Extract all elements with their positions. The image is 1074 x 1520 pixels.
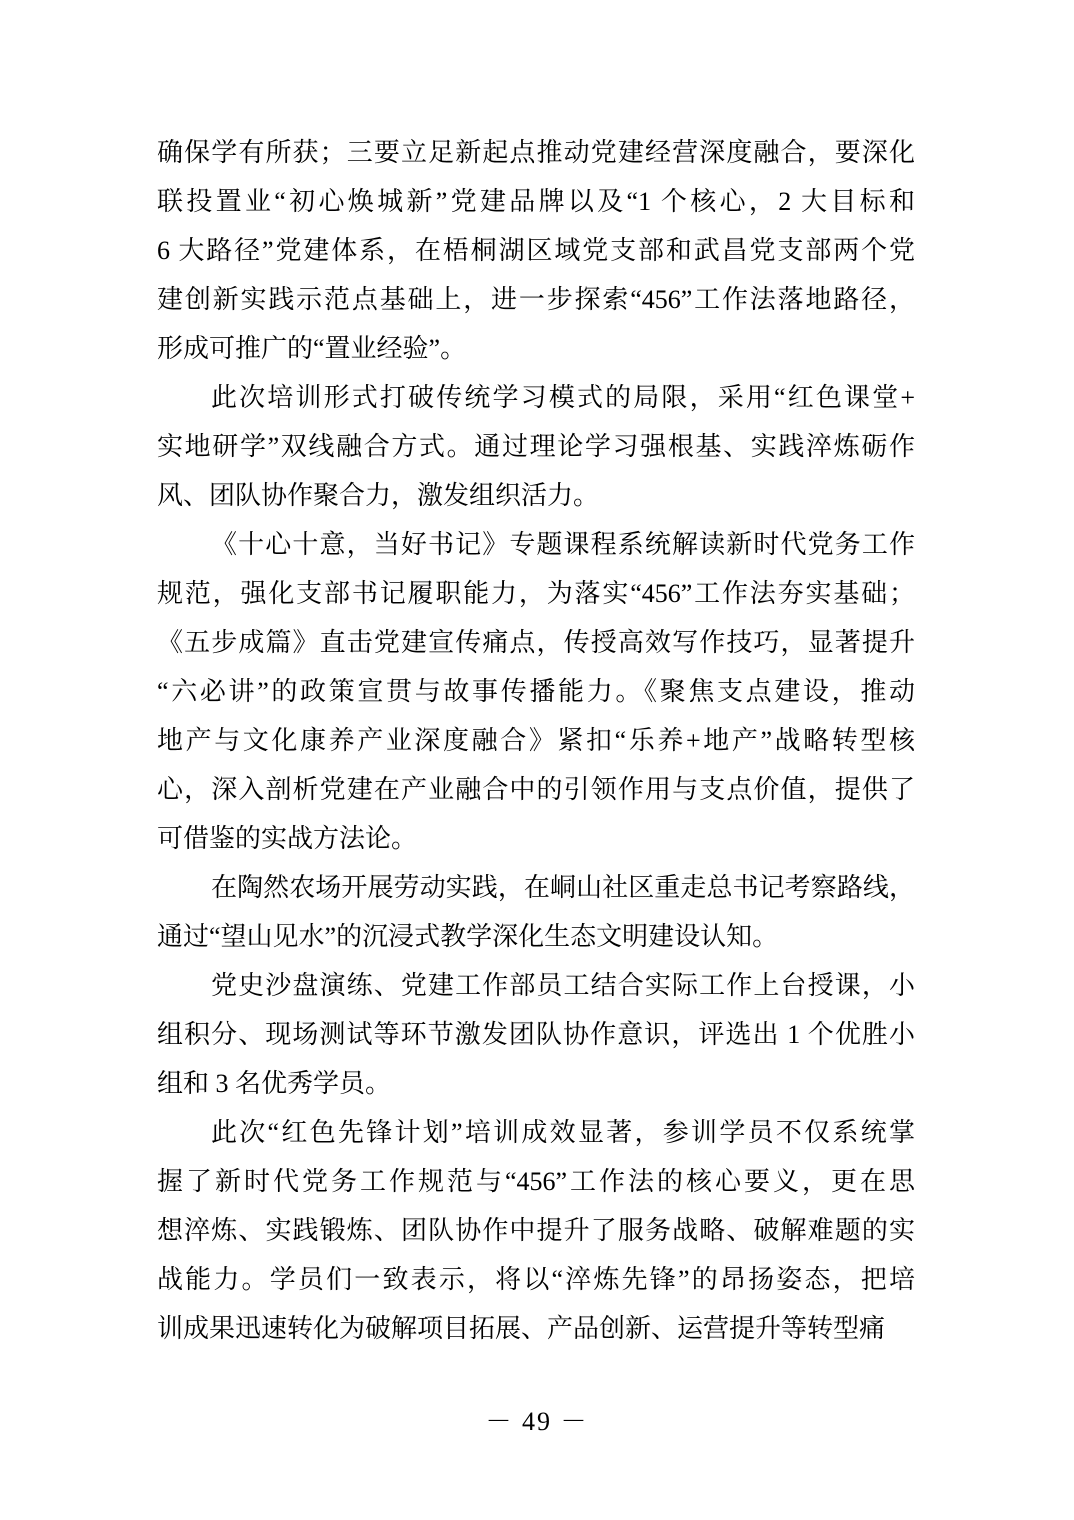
paragraph: [157, 863, 915, 961]
text-line: “六必讲”的政策宣贯与故事传播能力。《聚焦支点建设，推动: [157, 677, 915, 706]
document-body: [157, 128, 915, 1353]
text-line: 握了新时代党务工作规范与“456”工作法的核心要义，更在思: [157, 1167, 915, 1196]
text-line: 建创新实践示范点基础上，进一步探索“456”工作法落地路径，: [157, 285, 915, 314]
text-line: 此次培训形式打破传统学习模式的局限，采用“红色课堂+: [211, 383, 915, 412]
text-line: 6 大路径”党建体系，在梧桐湖区域党支部和武昌党支部两个党: [157, 236, 915, 265]
text-line: 心，深入剖析党建在产业融合中的引领作用与支点价值，提供了: [157, 775, 915, 804]
text-line: 战能力。学员们一致表示，将以“淬炼先锋”的昂扬姿态，把培: [157, 1265, 915, 1294]
text-line: 在陶然农场开展劳动实践，在峒山社区重走总书记考察路线，: [211, 873, 915, 902]
page-number: － 49 －: [485, 1407, 589, 1436]
text-line: 组和 3 名优秀学员。: [157, 1069, 392, 1098]
paragraph: [157, 961, 915, 1108]
text-line: 《十心十意，当好书记》专题课程系统解读新时代党务工作: [211, 530, 915, 559]
text-line: 联投置业“初心焕城新”党建品牌以及“1 个核心，2 大目标和: [157, 187, 915, 216]
paragraph: [157, 373, 915, 520]
page-footer: [0, 1402, 1074, 1442]
text-line: 规范，强化支部书记履职能力，为落实“456”工作法夯实基础；: [157, 579, 915, 608]
text-line: 确保学有所获；三要立足新起点推动党建经营深度融合，要深化: [157, 138, 915, 167]
text-line: 风、团队协作聚合力，激发组织活力。: [157, 481, 600, 510]
text-line: 可借鉴的实战方法论。: [157, 824, 418, 853]
text-line: 此次“红色先锋计划”培训成效显著，参训学员不仅系统掌: [211, 1118, 915, 1147]
text-line: 地产与文化康养产业深度融合》紧扣“乐养+地产”战略转型核: [157, 726, 915, 755]
paragraph: [157, 1108, 915, 1353]
text-line: 实地研学”双线融合方式。通过理论学习强根基、实践淬炼砺作: [157, 432, 915, 461]
text-line: 党史沙盘演练、党建工作部员工结合实际工作上台授课，小: [211, 971, 915, 1000]
paragraph: [157, 520, 915, 863]
text-line: 《五步成篇》直击党建宣传痛点，传授高效写作技巧，显著提升: [157, 628, 915, 657]
text-line: 形成可推广的“置业经验”。: [157, 334, 467, 363]
paragraph: [157, 128, 915, 373]
text-line: 通过“望山见水”的沉浸式教学深化生态文明建设认知。: [157, 922, 779, 951]
text-line: 组积分、现场测试等环节激发团队协作意识，评选出 1 个优胜小: [157, 1020, 915, 1049]
text-line: 训成果迅速转化为破解项目拓展、产品创新、运营提升等转型痛: [157, 1314, 886, 1343]
text-line: 想淬炼、实践锻炼、团队协作中提升了服务战略、破解难题的实: [157, 1216, 915, 1245]
